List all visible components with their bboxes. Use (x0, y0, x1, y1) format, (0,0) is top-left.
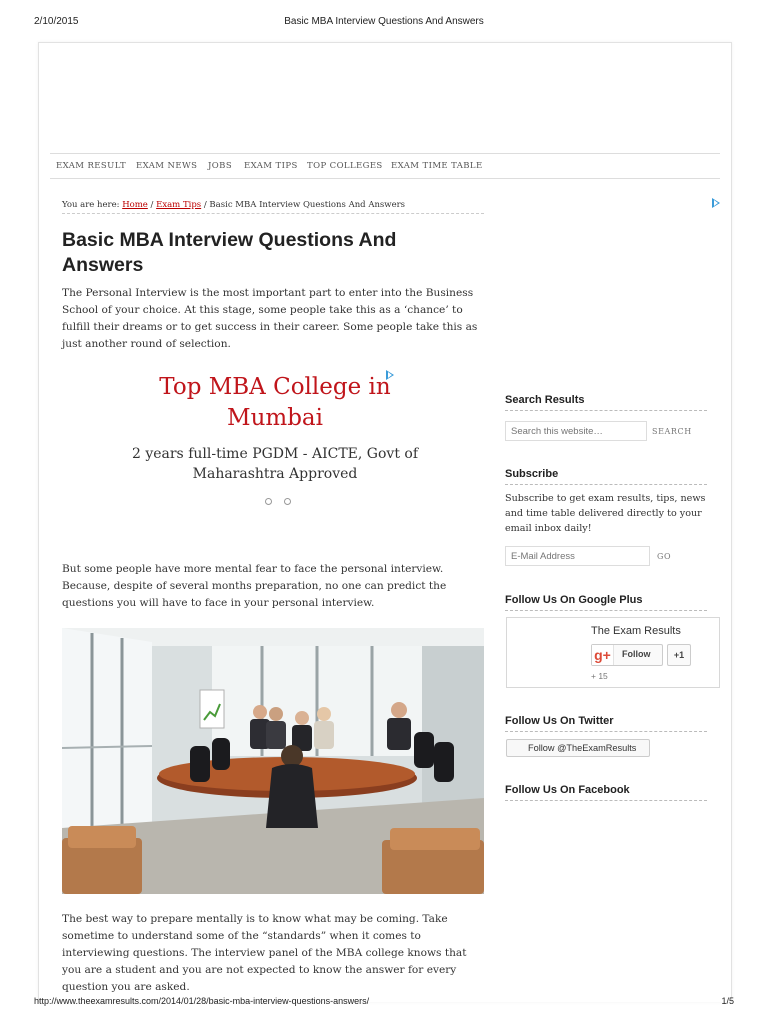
print-page-number: 1/5 (721, 996, 734, 1006)
nav-exam-news[interactable]: EXAM NEWS (136, 161, 198, 171)
google-plus-follow-label: Follow (622, 649, 651, 659)
breadcrumb-home-link[interactable]: Home (122, 200, 148, 210)
breadcrumb-exam-tips-link[interactable]: Exam Tips (156, 200, 202, 210)
article-paragraph-2: But some people have more mental fear to face the personal interview. Because, despite of several months preparation, no one can predict the questions you will have to face in your personal interview. (62, 563, 447, 609)
article-paragraph-1: The Personal Interview is the most important part to enter into the Business School of your choice. At this stage, some people take this as a ‘chance’ to fulfill their dreams or to get success in their career. Some people take this as just another round of selection. (62, 287, 478, 350)
facebook-widget-title: Follow Us On Facebook (505, 784, 707, 801)
article-paragraph-3: The best way to prepare mentally is to know what may be coming. Take sometime to understand some of the “standards” when it comes to interviewing questions. The interview panel of the MBA college knows that you are a student and you are not expected to know the answer for every question you are asked. (62, 913, 467, 993)
interview-photo-illustration (62, 628, 484, 894)
nav-top-colleges[interactable]: TOP COLLEGES (307, 161, 383, 171)
search-widget-title: Search Results (505, 394, 707, 411)
print-footer (0, 996, 768, 1010)
ad-subtext: 2 years full-time PGDM - AICTE, Govt of Maharashtra Approved (131, 446, 419, 482)
article-title: Basic MBA Interview Questions And Answers (62, 229, 397, 276)
twitter-widget-title: Follow Us On Twitter (505, 715, 707, 732)
google-plus-widget-title: Follow Us On Google Plus (505, 594, 707, 611)
subscribe-description: Subscribe to get exam results, tips, news and time table delivered directly to your email inbox daily! (505, 493, 706, 534)
ad-pager-dot[interactable] (265, 498, 272, 505)
breadcrumb-separator: / (203, 200, 207, 210)
adchoices-icon[interactable] (712, 198, 720, 208)
nav-jobs[interactable]: JOBS (208, 161, 233, 171)
twitter-follow-button[interactable]: Follow @TheExamResults (506, 739, 650, 757)
nav-exam-time-table[interactable]: EXAM TIME TABLE (391, 161, 483, 171)
search-button[interactable]: SEARCH (652, 427, 692, 436)
google-plus-follower-count: + 15 (591, 671, 608, 681)
nav-exam-tips[interactable]: EXAM TIPS (244, 161, 298, 171)
ad-pager (258, 490, 298, 500)
breadcrumb-separator: / (150, 200, 154, 210)
search-input[interactable] (505, 421, 647, 441)
print-url: http://www.theexamresults.com/2014/01/28/basic-mba-interview-questions-answers/ (34, 996, 370, 1006)
print-title: Basic MBA Interview Questions And Answers (284, 16, 484, 27)
google-plus-follow-button[interactable] (591, 644, 663, 666)
breadcrumb-prefix: You are here: (62, 200, 120, 210)
interview-photo (62, 628, 484, 894)
google-plus-page-name[interactable]: The Exam Results (591, 625, 681, 637)
breadcrumb (62, 200, 484, 214)
nav-exam-result[interactable]: EXAM RESULT (56, 161, 127, 171)
breadcrumb-current: Basic MBA Interview Questions And Answers (209, 200, 406, 210)
google-plus-icon: g+ (592, 645, 614, 665)
inline-ad[interactable] (130, 370, 420, 510)
main-nav (50, 153, 720, 179)
ad-headline[interactable]: Top MBA College in Mumbai (159, 374, 391, 431)
google-plus-one-button[interactable]: +1 (667, 644, 691, 666)
email-field[interactable] (505, 546, 650, 566)
subscribe-widget-title: Subscribe (505, 468, 707, 485)
ad-pager-dot[interactable] (284, 498, 291, 505)
print-header (0, 16, 768, 30)
print-date: 2/10/2015 (34, 16, 79, 27)
subscribe-go-button[interactable]: GO (657, 552, 672, 561)
google-plus-badge (506, 617, 720, 688)
